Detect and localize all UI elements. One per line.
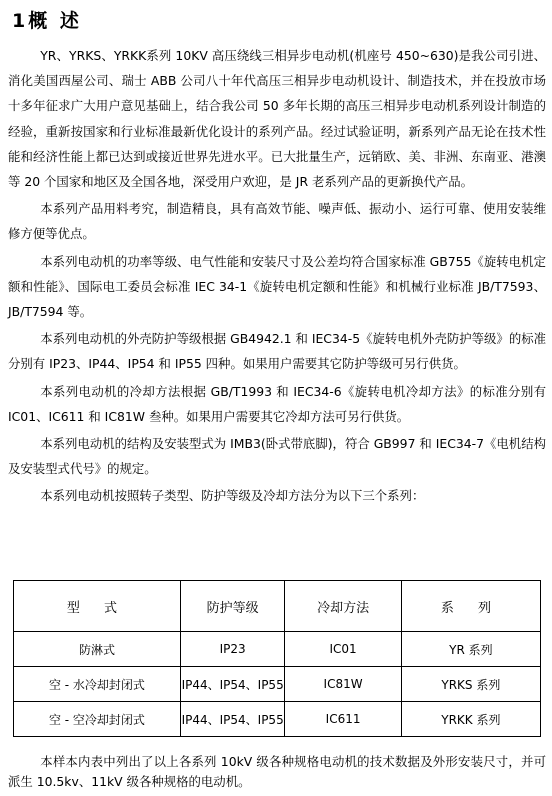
cell-protection: IP44、IP54、IP55 — [180, 667, 284, 702]
paragraph-structure: 本系列电动机的结构及安装型式为 IMB3(卧式带底脚)，符合 GB997 和 IEC34-7《电机结构及安装型式代号》的规定。 — [8, 436, 546, 477]
table-row — [14, 667, 541, 702]
cell-protection: IP44、IP54、IP55 — [180, 702, 284, 737]
table-header-row — [14, 581, 541, 632]
cell-cooling: IC01 — [285, 632, 401, 667]
cell-type: 空 - 水冷却封闭式 — [14, 667, 181, 702]
table-row — [14, 632, 541, 667]
section-title: 1概 述 — [12, 10, 82, 32]
paragraph-series-intro: 本系列电动机按照转子类型、防护等级及冷却方法分为以下三个系列： — [40, 488, 425, 504]
series-table-container — [13, 580, 541, 737]
cell-cooling: IC81W — [285, 667, 401, 702]
paragraph-protection: 本系列电动机的外壳防护等级根据 GB4942.1 和 IEC34-5《旋转电机外壳防护等级》的标准分别有 IP23、IP44、IP54 和 IP55 四种。如果用户需要其它防护等级可另行供货。 — [8, 331, 546, 372]
header-type: 型 式 — [14, 581, 181, 632]
header-series: 系 列 — [401, 581, 540, 632]
body-text — [8, 43, 546, 509]
cell-series: YRKS 系列 — [401, 667, 540, 702]
series-table — [13, 580, 541, 737]
cell-series: YR 系列 — [401, 632, 540, 667]
footer-text — [8, 752, 546, 792]
paragraph-footer: 本样本内表中列出了以上各系列 10kV 级各种规格电动机的技术数据及外形安装尺寸，并可派生 10.5kv、11kV 级各种规格的电动机。 — [8, 754, 546, 789]
cell-cooling: IC611 — [285, 702, 401, 737]
paragraph-standards: 本系列电动机的功率等级、电气性能和安装尺寸及公差均符合国家标准 GB755《旋转电机定额和性能》、国际电工委员会标准 IEC 34-1《旋转电机定额和性能》和机械行业标准 JB/T7593、JB/T7594 等。 — [8, 253, 546, 320]
paragraph-intro: YR、YRKS、YRKK系列 10KV 高压绕线三相异步电动机(机座号 450~630)是我公司引进、消化美国西屋公司、瑞士 ABB 公司八十年代高压三相异步电动机设计、制造技术，并在投放市场十多年征求广大用户意见基础上，结合我公司 50 多年长期的高压三相异步电动机系列设计制造的经验，重新按国家和行业标准最新优化设计的系列产品。经过试验证明，新系列产品无论在技术性能和经济性能上都已达到或接近世界先进水平。已大批量生产，远销欧、美、非洲、东南亚、港澳等 20 个国家和地区及全国各地，深受用户欢迎，是 JR 老系列产品的更新换代产品。 — [8, 48, 546, 190]
cell-type: 空 - 空冷却封闭式 — [14, 702, 181, 737]
cell-type: 防淋式 — [14, 632, 181, 667]
table-row — [14, 702, 541, 737]
header-protection: 防护等级 — [180, 581, 284, 632]
header-cooling: 冷却方法 — [285, 581, 401, 632]
cell-series: YRKK 系列 — [401, 702, 540, 737]
paragraph-cooling: 本系列电动机的冷却方法根据 GB/T1993 和 IEC34-6《旋转电机冷却方法》的标准分别有 IC01、IC611 和 IC81W 叁种。如果用户需要其它冷却方法可另行供货。 — [8, 383, 546, 424]
cell-protection: IP23 — [180, 632, 284, 667]
paragraph-quality: 本系列产品用料考究，制造精良，具有高效节能、噪声低、振动小、运行可靠、使用安装维修方便等优点。 — [8, 201, 546, 242]
